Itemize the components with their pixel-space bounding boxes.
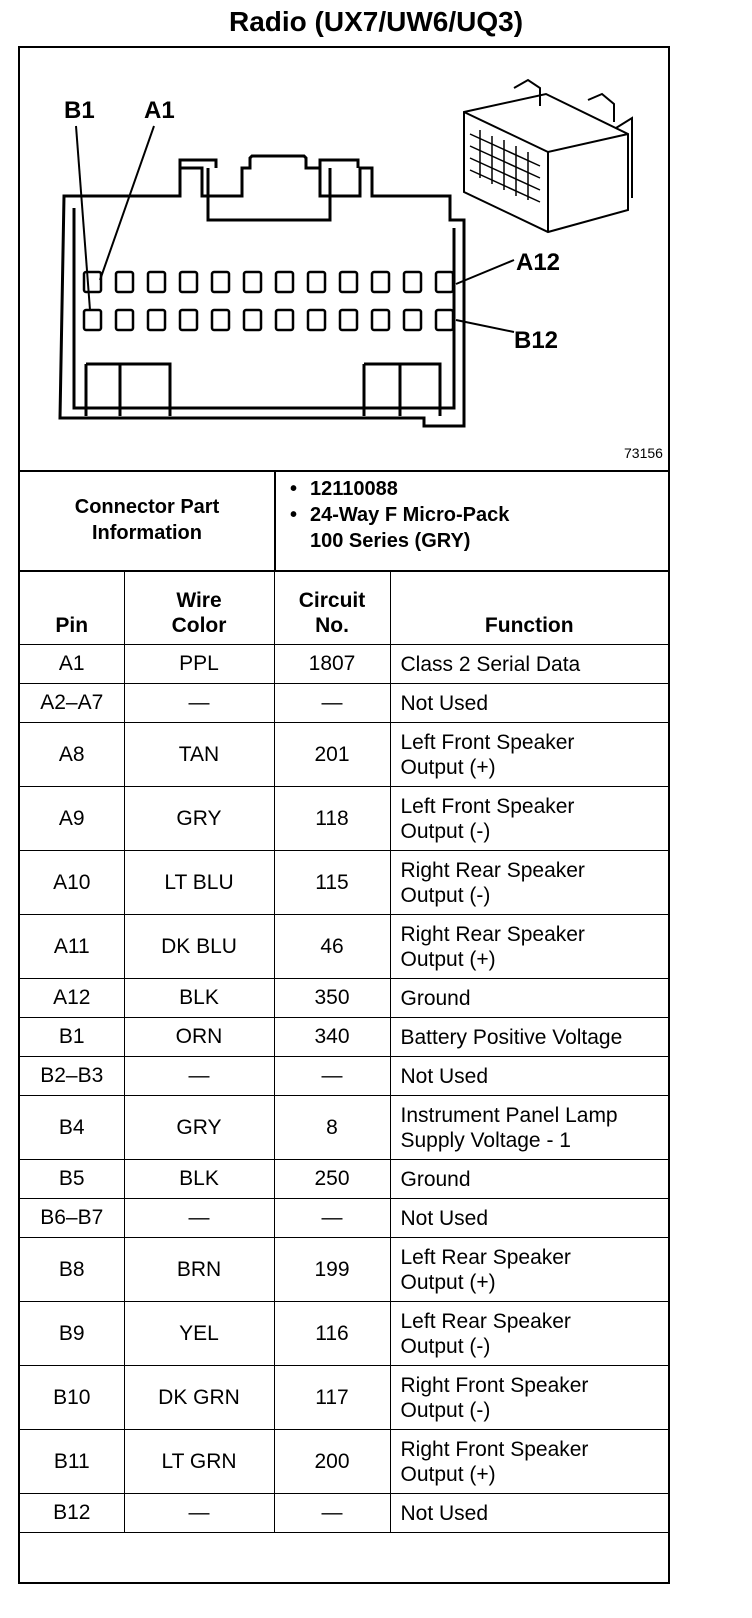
figure-number: 73156 xyxy=(624,445,663,461)
connector-3d-sketch xyxy=(464,80,632,232)
header-wire-color: Wire Color xyxy=(124,572,274,645)
table-row: A2–A7 — — Not Used xyxy=(20,684,668,723)
part-number: • 12110088 xyxy=(276,476,666,502)
table-row: B1 ORN 340 Battery Positive Voltage xyxy=(20,1018,668,1057)
header-pin: Pin xyxy=(20,572,124,645)
connector-series: 100 Series (GRY) xyxy=(310,530,471,552)
pin-table-header xyxy=(20,572,668,645)
connector-info-label xyxy=(20,470,276,570)
label-b1: B1 xyxy=(64,97,95,124)
connector-part-info xyxy=(20,470,668,572)
table-row: B9 YEL 116 Left Rear Speaker Output (-) xyxy=(20,1302,668,1366)
header-circuit: Circuit No. xyxy=(274,572,390,645)
table-row: A11 DK BLU 46 Right Rear Speaker Output (+) xyxy=(20,915,668,979)
table-row: B8 BRN 199 Left Rear Speaker Output (+) xyxy=(20,1238,668,1302)
table-row: A12 BLK 350 Ground xyxy=(20,979,668,1018)
table-row: B4 GRY 8 Instrument Panel Lamp Supply Voltage - 1 xyxy=(20,1096,668,1160)
pin-cavities xyxy=(84,272,453,330)
table-row: B12 — — Not Used xyxy=(20,1494,668,1533)
table-row: B5 BLK 250 Ground xyxy=(20,1160,668,1199)
page-title: Radio (UX7/UW6/UQ3) xyxy=(228,6,524,37)
label-b12: B12 xyxy=(514,327,559,354)
label-a12: A12 xyxy=(516,249,561,276)
connector-info-label-line1: Connector Part xyxy=(74,496,220,518)
table-row: B6–B7 — — Not Used xyxy=(20,1199,668,1238)
header-function: Function xyxy=(390,572,668,645)
table-row: A9 GRY 118 Left Front Speaker Output (-) xyxy=(20,787,668,851)
connector-type: • 24-Way F Micro-Pack xyxy=(276,502,666,528)
pin-table xyxy=(20,572,668,1533)
connector-info-list xyxy=(276,476,666,554)
table-row: A1 PPL 1807 Class 2 Serial Data xyxy=(20,645,668,684)
table-row: A8 TAN 201 Left Front Speaker Output (+) xyxy=(20,723,668,787)
table-row: B10 DK GRN 117 Right Front Speaker Output (-) xyxy=(20,1366,668,1430)
connector-info-label-line2: Information xyxy=(92,522,202,544)
table-row: B11 LT GRN 200 Right Front Speaker Output (+) xyxy=(20,1430,668,1494)
connector-drawing xyxy=(20,48,668,470)
label-a1: A1 xyxy=(144,97,175,124)
connector-sheet xyxy=(18,46,670,1584)
connector-diagram xyxy=(20,48,668,472)
table-row: B2–B3 — — Not Used xyxy=(20,1057,668,1096)
table-row: A10 LT BLU 115 Right Rear Speaker Output (-) xyxy=(20,851,668,915)
